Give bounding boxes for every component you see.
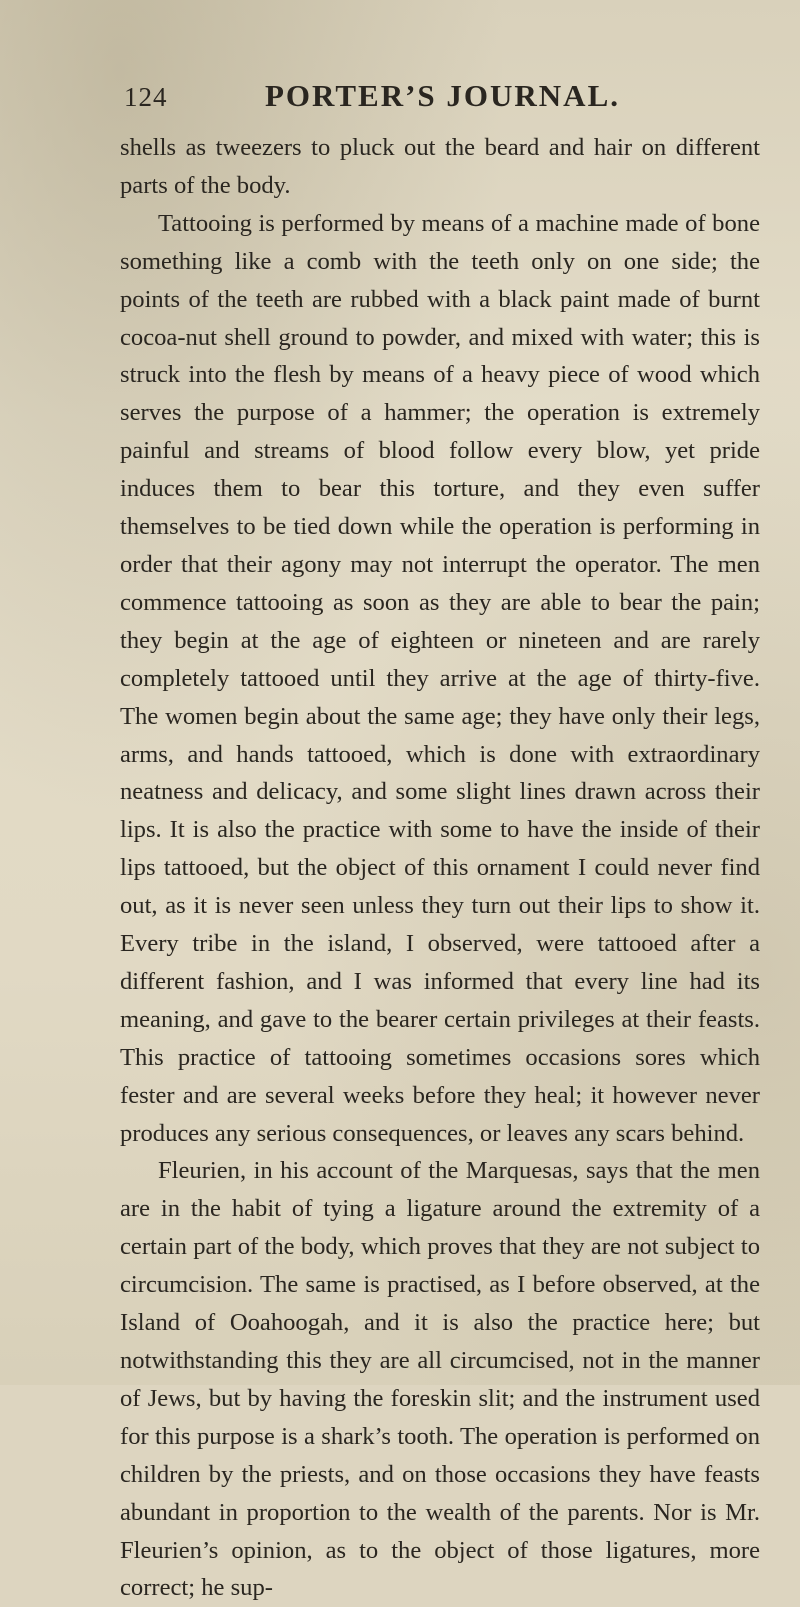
- page-header: [124, 78, 740, 118]
- running-head: PORTER’S JOURNAL.: [265, 78, 620, 113]
- paragraph-tattooing: Tattooing is performed by means of a machine made of bone something like a comb with the teeth only on one side; the points of the teeth are rubbed with a black paint made of burnt cocoa-nut shell ground to powder, and mixed with water; this is struck into the flesh by means of a heavy piece of wood which serves the purpose of a hammer; the operation is extremely painful and streams of blood follow every blow, yet pride induces them to bear this torture, and they even suffer themselves to be tied down while the operation is performing in order that their agony may not interrupt the operator. The men commence tattooing as soon as they are able to bear the pain; they begin at the age of eighteen or nineteen and are rarely completely tattooed until they arrive at the age of thirty-five. The women begin about the same age; they have only their legs, arms, and hands tattooed, which is done with extraordinary neatness and delicacy, and some slight lines drawn across their lips. It is also the practice with some to have the inside of their lips tattooed, but the object of this ornament I could never find out, as it is never seen unless they turn out their lips to show it. Every tribe in the island, I observed, were tattooed after a different fashion, and I was informed that every line had its meaning, and gave to the bearer certain privileges at their feasts. This practice of tattooing sometimes occasions sores which fester and are several weeks before they heal; it however never produces any serious consequences, or leaves any scars behind.: [120, 209, 760, 1147]
- page-number: 124: [124, 82, 168, 112]
- paragraph-continuation: shells as tweezers to pluck out the beard and hair on different parts of the body.: [120, 134, 760, 199]
- body-text: [120, 129, 760, 1607]
- paragraph-fleurien: Fleurien, in his account of the Marquesas, says that the men are in the habit of tying a ligature around the extremity of a certain part of the body, which proves that they are not subject to circumcision. The same is practised, as I before observed, at the Island of Ooahoogah, and it is also the practice here; but notwithstanding this they are all circumcised, not in the manner of Jews, but by having the foreskin slit; and the instrument used for this purpose is a shark’s tooth. The operation is performed on children by the priests, and on those occasions they have feasts abundant in proportion to the wealth of the parents. Nor is Mr. Fleurien’s opinion, as to the object of those ligatures, more correct; he sup-: [120, 1157, 760, 1602]
